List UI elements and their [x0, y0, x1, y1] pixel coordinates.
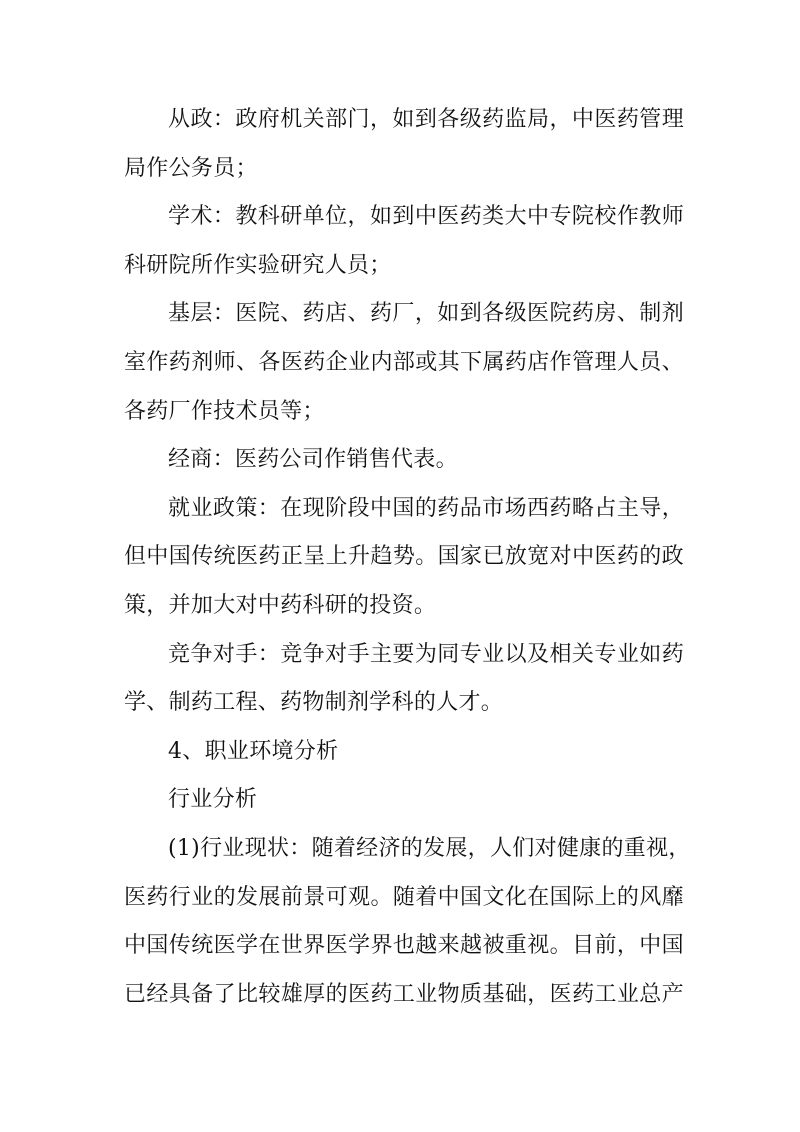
text-line: 竞争对手：竞争对手主要为同专业以及相关专业如药: [168, 641, 684, 667]
text-line: 学、制药工程、药物制剂学科的人才。: [124, 690, 504, 716]
subheading-industry-analysis: [124, 776, 684, 825]
text-line: 学术：教科研单位，如到中医药类大中专院校作教师: [168, 204, 684, 230]
text-line: 各药厂作技术员等；: [124, 398, 325, 424]
text-line: 医药行业的发展前景可观。随着中国文化在国际上的风靡: [124, 884, 684, 910]
text-line: (1)行业现状：随着经济的发展，人们对健康的重视，: [168, 835, 691, 861]
text-line: 就业政策：在现阶段中国的药品市场西药略占主导，: [168, 495, 684, 521]
text-line: 局作公务员；: [124, 155, 258, 181]
paragraph-academic: [124, 193, 684, 290]
text-line: 策，并加大对中药科研的投资。: [124, 592, 437, 618]
paragraph-government: [124, 96, 684, 193]
text-line: 科研院所作实验研究人员；: [124, 252, 392, 278]
text-line: 经商：医药公司作销售代表。: [168, 447, 458, 473]
section-heading-career-environment: [124, 728, 684, 777]
text-line: 室作药剂师、各医药企业内部或其下属药店作管理人员、: [124, 349, 684, 375]
paragraph-industry-status: [124, 825, 691, 1019]
text-line: 行业分析: [168, 787, 258, 813]
text-line: 中国传统医学在世界医学界也越来越被重视。目前，中国: [124, 933, 684, 959]
paragraph-competitors: [124, 631, 684, 728]
text-line: 从政：政府机关部门，如到各级药监局，中医药管理: [168, 107, 684, 132]
paragraph-employment-policy: [124, 485, 684, 631]
paragraph-grassroots: [124, 290, 684, 436]
text-line: 基层：医院、药店、药厂，如到各级医院药房、制剂: [168, 301, 684, 327]
paragraph-business: [124, 436, 684, 485]
text-line: 4、职业环境分析: [168, 738, 339, 764]
text-line: 已经具备了比较雄厚的医药工业物质基础，医药工业总产: [124, 981, 684, 1007]
text-line: 但中国传统医药正呈上升趋势。国家已放宽对中医药的政: [124, 544, 684, 570]
document-body: [124, 96, 691, 1019]
